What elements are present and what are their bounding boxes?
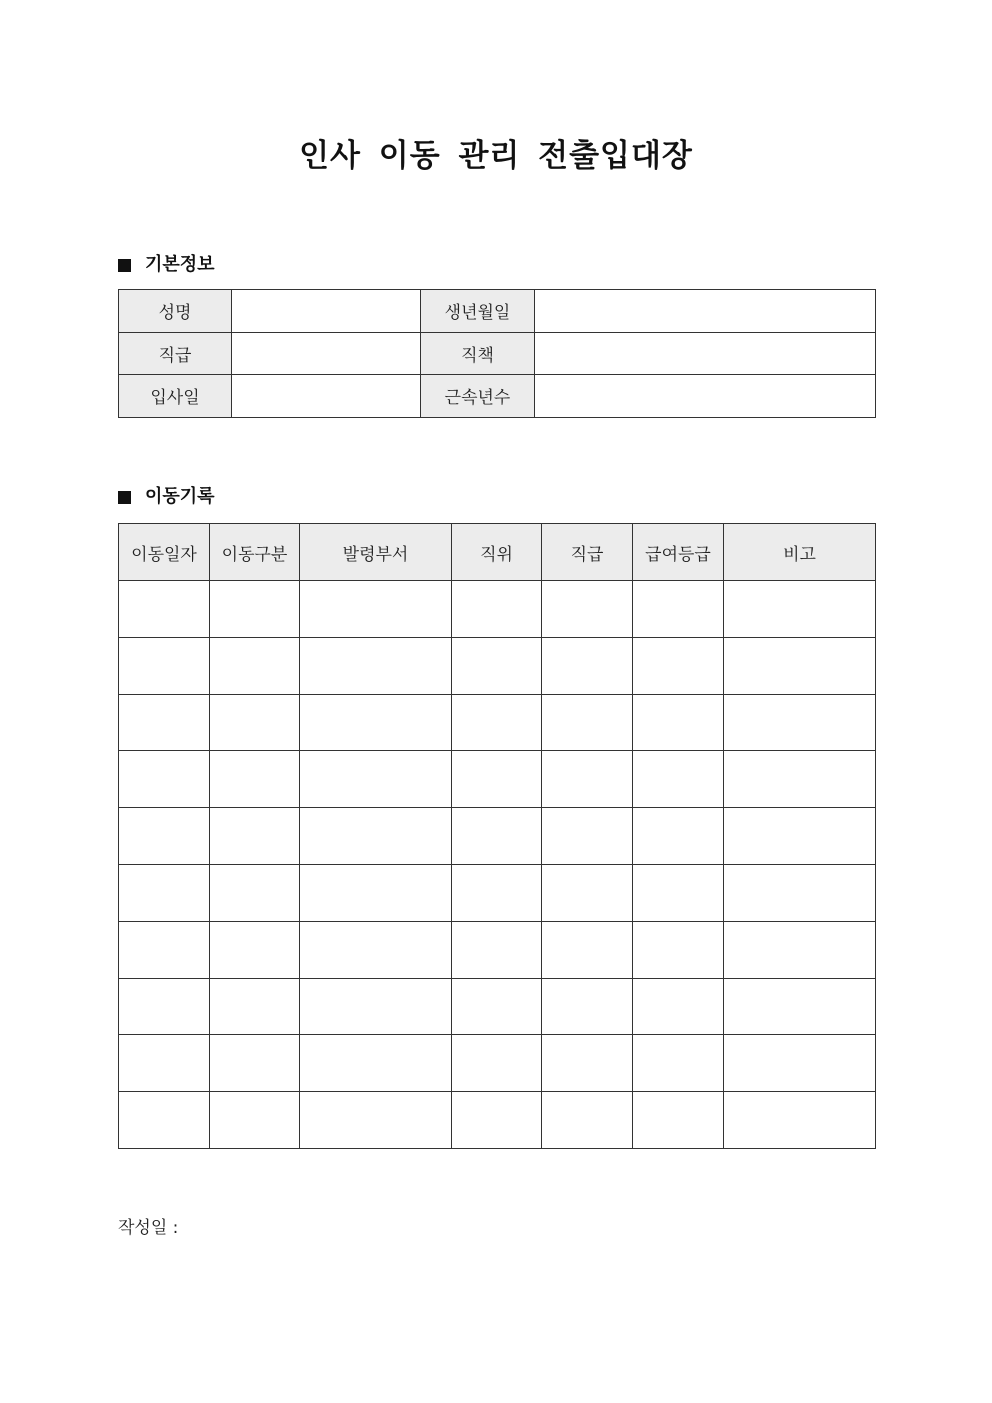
move-record-cell[interactable] xyxy=(633,921,724,978)
move-record-cell[interactable] xyxy=(724,751,876,808)
move-record-cell[interactable] xyxy=(452,978,542,1035)
basic-info-row xyxy=(119,375,876,418)
move-record-cell[interactable] xyxy=(724,1035,876,1092)
move-record-cell[interactable] xyxy=(633,864,724,921)
basic-info-table xyxy=(118,289,876,418)
move-record-cell[interactable] xyxy=(210,1092,300,1149)
move-record-cell[interactable] xyxy=(300,864,452,921)
move-record-cell[interactable] xyxy=(452,751,542,808)
table-row xyxy=(119,581,876,638)
move-record-cell[interactable] xyxy=(210,808,300,865)
basic-info-title-text: 기본정보 xyxy=(145,254,215,275)
move-record-cell[interactable] xyxy=(300,921,452,978)
move-record-cell[interactable] xyxy=(210,978,300,1035)
move-record-cell[interactable] xyxy=(452,921,542,978)
move-record-cell[interactable] xyxy=(452,1035,542,1092)
date-label: 작성일 : xyxy=(118,1218,179,1238)
move-record-cell[interactable] xyxy=(119,921,210,978)
table-row xyxy=(119,808,876,865)
move-record-cell[interactable] xyxy=(633,1035,724,1092)
move-record-cell[interactable] xyxy=(119,1035,210,1092)
basic-info-label: 직책 xyxy=(421,332,535,375)
move-record-cell[interactable] xyxy=(210,864,300,921)
move-record-column-header: 직위 xyxy=(452,524,542,581)
basic-info-label: 성명 xyxy=(119,290,232,333)
move-record-cell[interactable] xyxy=(542,1035,633,1092)
move-record-cell[interactable] xyxy=(452,1092,542,1149)
move-record-cell[interactable] xyxy=(452,864,542,921)
table-row xyxy=(119,921,876,978)
basic-info-value-cell[interactable] xyxy=(232,332,421,375)
table-row xyxy=(119,751,876,808)
move-record-cell[interactable] xyxy=(452,637,542,694)
move-record-cell[interactable] xyxy=(210,581,300,638)
move-record-cell[interactable] xyxy=(542,864,633,921)
basic-info-value-cell[interactable] xyxy=(535,375,876,418)
move-record-cell[interactable] xyxy=(210,694,300,751)
move-record-column-header: 급여등급 xyxy=(633,524,724,581)
move-record-cell[interactable] xyxy=(724,581,876,638)
move-record-cell[interactable] xyxy=(542,637,633,694)
move-record-header-row xyxy=(119,524,876,581)
move-record-cell[interactable] xyxy=(724,637,876,694)
basic-info-row xyxy=(119,332,876,375)
move-record-cell[interactable] xyxy=(300,751,452,808)
footer xyxy=(118,1216,178,1240)
table-row xyxy=(119,1092,876,1149)
basic-info-section-title xyxy=(118,253,215,277)
move-record-cell[interactable] xyxy=(633,581,724,638)
move-record-cell[interactable] xyxy=(210,1035,300,1092)
table-row xyxy=(119,978,876,1035)
move-record-cell[interactable] xyxy=(119,864,210,921)
move-record-cell[interactable] xyxy=(300,694,452,751)
move-record-cell[interactable] xyxy=(119,1092,210,1149)
move-record-cell[interactable] xyxy=(542,1092,633,1149)
move-record-cell[interactable] xyxy=(724,921,876,978)
move-record-cell[interactable] xyxy=(300,637,452,694)
move-record-cell[interactable] xyxy=(542,694,633,751)
move-record-cell[interactable] xyxy=(633,751,724,808)
move-record-cell[interactable] xyxy=(119,581,210,638)
move-record-cell[interactable] xyxy=(210,921,300,978)
square-bullet-icon xyxy=(118,491,131,504)
move-record-cell[interactable] xyxy=(542,581,633,638)
move-record-column-header: 비고 xyxy=(724,524,876,581)
move-record-title-text: 이동기록 xyxy=(145,486,215,507)
move-record-cell[interactable] xyxy=(300,808,452,865)
basic-info-label: 직급 xyxy=(119,332,232,375)
move-record-cell[interactable] xyxy=(119,978,210,1035)
move-record-cell[interactable] xyxy=(300,1092,452,1149)
basic-info-row xyxy=(119,290,876,333)
move-record-cell[interactable] xyxy=(633,1092,724,1149)
move-record-cell[interactable] xyxy=(119,637,210,694)
move-record-cell[interactable] xyxy=(542,978,633,1035)
move-record-cell[interactable] xyxy=(452,694,542,751)
move-record-cell[interactable] xyxy=(119,694,210,751)
table-row xyxy=(119,694,876,751)
move-record-cell[interactable] xyxy=(633,808,724,865)
move-record-column-header: 이동일자 xyxy=(119,524,210,581)
move-record-section-title xyxy=(118,485,215,509)
move-record-cell[interactable] xyxy=(210,751,300,808)
move-record-column-header: 직급 xyxy=(542,524,633,581)
table-row xyxy=(119,637,876,694)
move-record-cell[interactable] xyxy=(452,581,542,638)
basic-info-value-cell[interactable] xyxy=(232,375,421,418)
move-record-cell[interactable] xyxy=(210,637,300,694)
move-record-cell[interactable] xyxy=(724,978,876,1035)
move-record-cell[interactable] xyxy=(724,864,876,921)
basic-info-label: 입사일 xyxy=(119,375,232,418)
move-record-cell[interactable] xyxy=(633,694,724,751)
move-record-cell[interactable] xyxy=(542,751,633,808)
move-record-cell[interactable] xyxy=(724,808,876,865)
move-record-cell[interactable] xyxy=(633,978,724,1035)
move-record-cell[interactable] xyxy=(452,808,542,865)
basic-info-value-cell[interactable] xyxy=(232,290,421,333)
basic-info-value-cell[interactable] xyxy=(535,332,876,375)
basic-info-label: 근속년수 xyxy=(421,375,535,418)
move-record-cell[interactable] xyxy=(724,1092,876,1149)
square-bullet-icon xyxy=(118,259,131,272)
basic-info-label: 생년월일 xyxy=(421,290,535,333)
move-record-cell[interactable] xyxy=(724,694,876,751)
move-record-cell[interactable] xyxy=(542,921,633,978)
basic-info-value-cell[interactable] xyxy=(535,290,876,333)
table-row xyxy=(119,864,876,921)
table-row xyxy=(119,1035,876,1092)
page-title: 인사 이동 관리 전출입대장 xyxy=(299,138,693,174)
move-record-table xyxy=(118,523,876,1149)
move-record-cell[interactable] xyxy=(542,808,633,865)
move-record-cell[interactable] xyxy=(119,808,210,865)
move-record-column-header: 이동구분 xyxy=(210,524,300,581)
move-record-cell[interactable] xyxy=(119,751,210,808)
move-record-cell[interactable] xyxy=(300,978,452,1035)
move-record-cell[interactable] xyxy=(300,581,452,638)
move-record-column-header: 발령부서 xyxy=(300,524,452,581)
move-record-cell[interactable] xyxy=(300,1035,452,1092)
move-record-cell[interactable] xyxy=(633,637,724,694)
